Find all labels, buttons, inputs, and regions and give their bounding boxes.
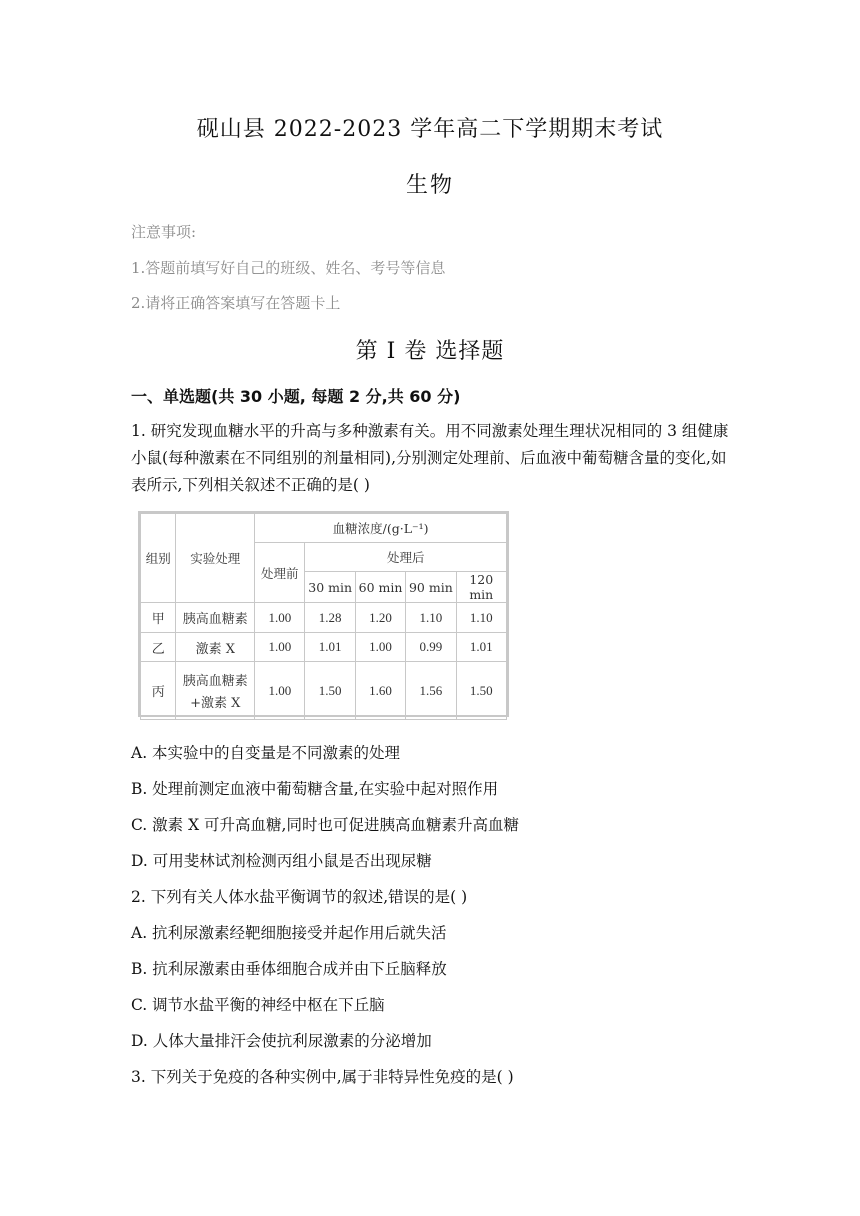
value-cell: 1.56 bbox=[406, 662, 456, 720]
q2-option-a: A. 抗利尿激素经靶细胞接受并起作用后就失活 bbox=[131, 924, 447, 942]
section-title: 第 I 卷 选择题 bbox=[355, 339, 505, 364]
header-time: 90 min bbox=[406, 572, 456, 603]
table-row bbox=[141, 633, 507, 662]
header-time: 120 min bbox=[456, 572, 506, 603]
notice-item-1: 1.答题前填写好自己的班级、姓名、考号等信息 bbox=[131, 259, 446, 277]
header-after: 处理后 bbox=[305, 543, 507, 572]
value-cell: 1.00 bbox=[255, 603, 305, 633]
treatment-cell bbox=[176, 662, 255, 720]
exam-title: 砚山县 2022-2023 学年高二下学期期末考试 bbox=[196, 117, 664, 142]
table-row bbox=[141, 603, 507, 633]
header-group: 组别 bbox=[141, 514, 176, 603]
q2-option-d: D. 人体大量排汗会使抗利尿激素的分泌增加 bbox=[131, 1032, 432, 1050]
notice-item-2: 2.请将正确答案填写在答题卡上 bbox=[131, 294, 341, 312]
part-title: 一、单选题(共 30 小题, 每题 2 分,共 60 分) bbox=[131, 387, 461, 406]
header-time: 60 min bbox=[355, 572, 405, 603]
treatment-cell: 激素 X bbox=[176, 633, 255, 662]
value-cell: 1.00 bbox=[255, 633, 305, 662]
notice-heading: 注意事项: bbox=[131, 223, 197, 241]
q1-option-a: A. 本实验中的自变量是不同激素的处理 bbox=[131, 744, 401, 762]
value-cell: 1.50 bbox=[456, 662, 506, 720]
q2-option-b: B. 抗利尿激素由垂体细胞合成并由下丘脑释放 bbox=[131, 960, 447, 978]
treatment-line-2: +激素 X bbox=[190, 696, 241, 711]
treatment-cell: 胰高血糖素 bbox=[176, 603, 255, 633]
question-1-stem: 1. 研究发现血糖水平的升高与多种激素有关。用不同激素处理生理状况相同的 3 组健康小鼠(每种激素在不同组别的剂量相同),分别测定处理前、后血液中葡萄糖含量的变化,如表所示,下列相关叙述不正确的是( ) bbox=[131, 422, 729, 494]
value-cell: 1.01 bbox=[456, 633, 506, 662]
header-before: 处理前 bbox=[255, 543, 305, 603]
value-cell: 1.01 bbox=[305, 633, 355, 662]
table-row bbox=[141, 662, 507, 720]
value-cell: 1.20 bbox=[355, 603, 405, 633]
header-glucose: 血糖浓度/(g·L⁻¹) bbox=[255, 514, 507, 543]
value-cell: 1.10 bbox=[456, 603, 506, 633]
value-cell: 1.50 bbox=[305, 662, 355, 720]
value-cell: 0.99 bbox=[406, 633, 456, 662]
q1-option-c: C. 激素 X 可升高血糖,同时也可促进胰高血糖素升高血糖 bbox=[131, 816, 519, 834]
question-2-stem: 2. 下列有关人体水盐平衡调节的叙述,错误的是( ) bbox=[131, 888, 468, 906]
value-cell: 1.00 bbox=[255, 662, 305, 720]
value-cell: 1.28 bbox=[305, 603, 355, 633]
value-cell: 1.00 bbox=[355, 633, 405, 662]
q1-option-b: B. 处理前测定血液中葡萄糖含量,在实验中起对照作用 bbox=[131, 780, 499, 798]
treatment-line-1: 胰高血糖素 bbox=[182, 674, 248, 689]
group-cell: 丙 bbox=[141, 662, 176, 720]
value-cell: 1.60 bbox=[355, 662, 405, 720]
q1-option-d: D. 可用斐林试剂检测丙组小鼠是否出现尿糖 bbox=[131, 852, 432, 870]
q2-option-c: C. 调节水盐平衡的神经中枢在下丘脑 bbox=[131, 996, 385, 1014]
question-3-stem: 3. 下列关于免疫的各种实例中,属于非特异性免疫的是( ) bbox=[131, 1068, 514, 1086]
header-time: 30 min bbox=[305, 572, 355, 603]
group-cell: 乙 bbox=[141, 633, 176, 662]
header-treatment: 实验处理 bbox=[176, 514, 255, 603]
subject-title: 生物 bbox=[405, 173, 454, 198]
value-cell: 1.10 bbox=[406, 603, 456, 633]
group-cell: 甲 bbox=[141, 603, 176, 633]
glucose-table bbox=[138, 511, 509, 717]
